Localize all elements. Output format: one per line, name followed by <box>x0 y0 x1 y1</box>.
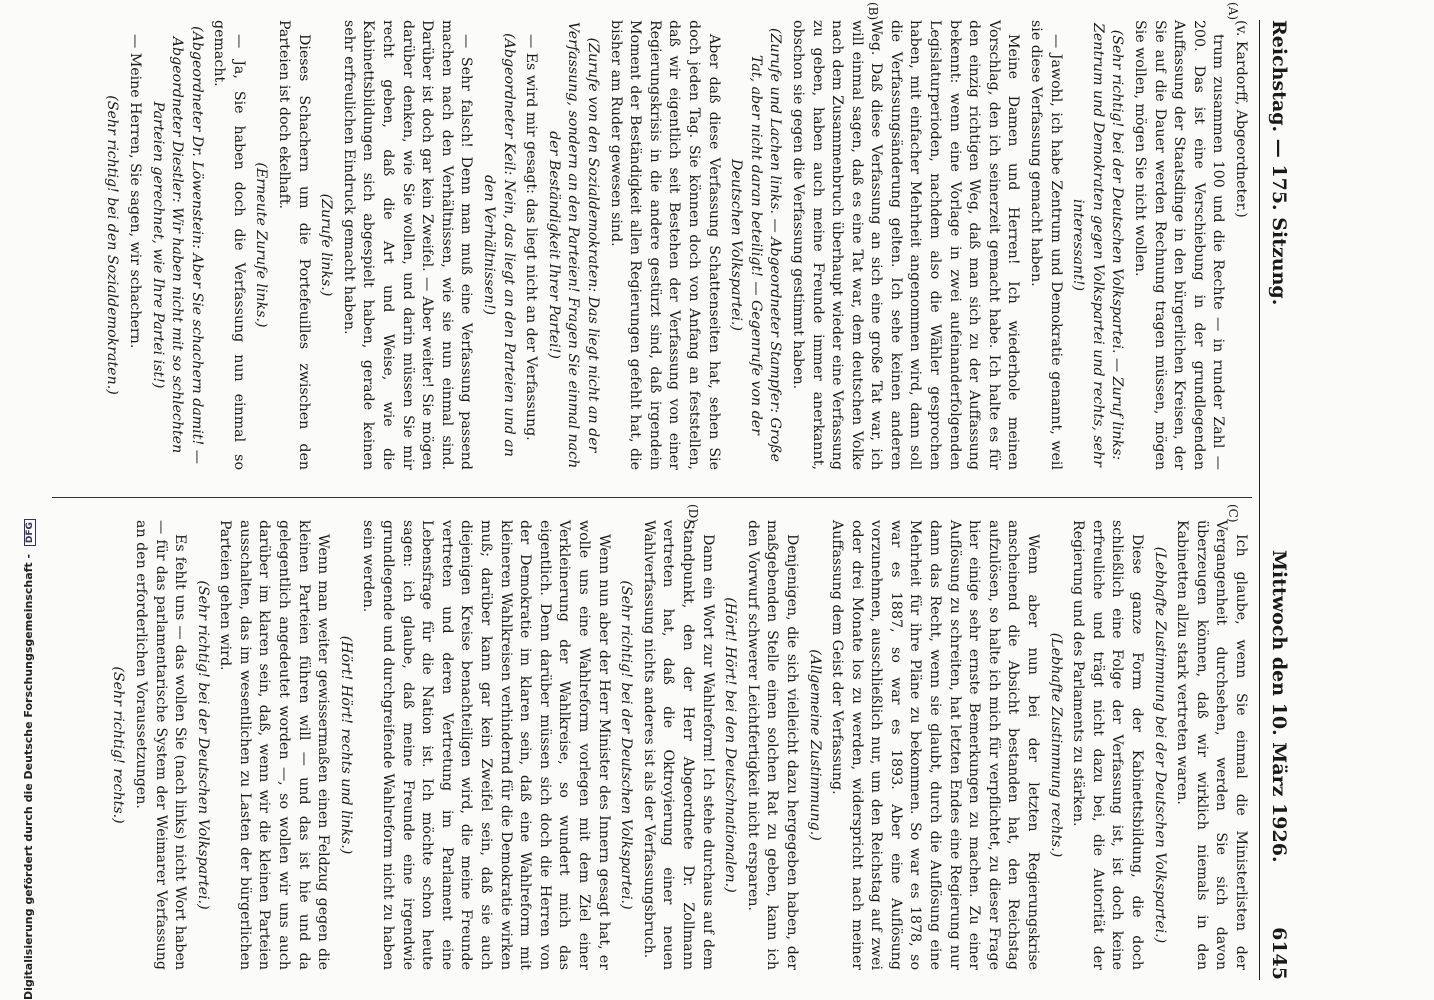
paragraph: Wenn nun aber der Herr Minister des Innern gesagt hat, er wolle uns eine Wahlreform vorlegen mit dem Ziel einer Verkleinerung der Wahlkreise, so wundert mich das eigentlich. Denn darüber müssen sich doch die Herren von der Demokratie im klaren sein, daß eine Wahlreform mit kleineren Wahlkreisen verhindernd für die Demokratie wirken muß; darüber kann gar kein Zweifel sein, daß sie auch diejenigen Kreise benachteiligen wird, die meine Freunde vertreten und deren Vertretung im Parlament eine Lebensfrage für die Nation ist. Ich möchte schon heute sagen: ich glaube, daß meine Freunde eine irgendwie grundlegende und durchgreifende Wahlreform nicht zu haben sein werden. <box>360 520 612 970</box>
interjection: (Abgeordneter Dr. Löwenstein: Aber Sie schachern damit! — Abgeordneter Diestler: Wir haben nicht mit so schlechten Parteien gerechnet, wie Ihre Partei ist!) <box>149 26 205 464</box>
left-text-column <box>99 20 1250 470</box>
interjection: (Sehr richtig! bei der Deutschen Volkspartei. — Zuruf links: Zentrum und Demokraten gegen Volkspartei und rechts, sehr interessant!) <box>1070 23 1126 467</box>
footer-credit <box>22 0 52 1000</box>
margin-letter: (D) <box>686 504 700 523</box>
page-header <box>1259 20 1300 980</box>
right-text-column <box>105 520 1250 970</box>
interjection: (Hört! Hört! rechts und links.) <box>337 635 354 855</box>
paragraph: Meine Damen und Herren! Ich wiederhole meinen Vorschlag, den ich seinerzeit gemacht habe. Ich halte es für den einzig richtigen Weg, daß man sich zu der Auffassung bekennt: wenn eine Vorlage in zwei aufeinanderfolgenden Legislaturperioden, nachdem also die Wähler gesprochen haben, mit einfacher Mehrheit angenommen wird, dann soll die Verfassungsänderung gelten. Ich sehe keinen anderen Weg. Daß diese Verfassung an sich eine große Tat war, ich will einmal sagen, daß es eine Tat war, dem deutschen Volke nach dem Zusammenbruch überhaupt wieder eine Verfassung zu geben, haben auch meine Freunde immer anerkannt, obschon sie gegen die Verfassung gestimmt haben. <box>789 20 1022 470</box>
interjection: (Sehr richtig! bei der Deutschen Volkspartei.) <box>194 580 211 910</box>
margin-letter: (B) <box>866 2 880 21</box>
paragraph: Dieses Schachern um die Portefeuilles zwischen den Parteien ist doch ekelhaft. <box>276 20 312 470</box>
margin-letter: (C) <box>1226 504 1240 523</box>
margin-letter: (A) <box>1226 2 1240 21</box>
column-divider <box>52 497 1252 498</box>
paragraph: Denjenigen, die sich vielleicht dazu hergegeben haben, der maßgebenden Stelle einen solchen Rat zu geben, kann ich den Vorwurf schwerer Leichtfertigkeit nicht ersparen. <box>744 520 800 970</box>
footer-text: Digitalisierung gefördert durch die Deutsche Forschungsgemeinschaft - <box>22 553 35 1000</box>
paragraph: Aber daß diese Verfassung Schattenseiten hat, sehen Sie doch jeden Tag. Sie können doch von Anfang an feststellen, daß wir eigentlich seit Bestehen der Verfassung von einer Regierungskrisis in die andere gestürzt sind, daß irgendein Moment der Beständigkeit allen Regierungen gefehlt hat, die bisher am Ruder gewesen sind. <box>607 20 722 470</box>
interjection: (Allgemeine Zustimmung.) <box>806 649 823 841</box>
interjection: (Sehr richtig! bei den Sozialdemokraten.) <box>104 95 121 395</box>
paragraph: — Sehr falsch! Denn man muß eine Verfassung passend machen nach den Verhältnissen, wie sie nun einmal sind. Darüber ist doch gar kein Zweifel. — Aber weiter! Sie mögen darüber denken, wie Sie wollen, und darin müssen Sie mir recht geben, daß die Art und Weise, wie die Kabinettsbildungen sich abgespielt haben, gerade keinen sehr erfreulichen Eindruck gemacht haben. <box>340 20 475 470</box>
interjection: (Zurufe und Lachen links. — Abgeordneter Stampfer: Große Tat, aber nicht daran beteiligt! — Gegenrufe von der Deutschen Volkspartei.) <box>728 27 784 463</box>
interjection: (Zurufe links.) <box>318 193 335 297</box>
header-left: Reichstag. — 175. Sitzung. <box>1268 20 1290 306</box>
paragraph: Es fehlt uns — das wollen Sie (nach links) nicht Wort haben — für das parlamentarische System der Weimarer Verfassung an den erforderlichen Voraussetzungen. <box>132 520 189 970</box>
interjection: (Sehr richtig! bei der Deutschen Volkspartei.) <box>618 580 635 910</box>
interjection: (Abgeordneter Keil: Nein, das liegt an den Parteien und an den Verhältnissen!) <box>481 33 517 457</box>
paragraph: trum zusammen 100 und die Rechte — in runder Zahl — 200. Das ist eine Verschiebung in der grundlegenden Auffassung der Staatsdinge in den bürgerlichen Kreisen, der Sie auf die Dauer werden Rechnung tragen müssen, mögen Sie wollen, mögen Sie nicht wollen. <box>1132 20 1227 470</box>
paragraph: Ich glaube, wenn Sie einmal die Ministerlisten der Vergangenheit durchsehen, werden Sie sich davon überzeugen können, daß wir wirklich niemals in den Kabinetten allzu stark vertreten waren. <box>1174 520 1249 970</box>
interjection: (Hört! Hört! bei den Deutschnationalen.) <box>722 597 739 893</box>
speaker-line: (v. Kardorff, Abgeordneter.) <box>1233 20 1249 218</box>
paragraph: — Jawohl, ich habe Zentrum und Demokratie genannt, weil sie diese Verfassung gemacht haben. <box>1028 20 1064 470</box>
interjection: (Zurufe von den Sozialdemokraten: Das liegt nicht an der Verfassung, sondern an den Parteien! Fragen Sie einmal nach der Beständigkeit Ihrer Partei!) <box>545 21 601 469</box>
interjection: (Lebhafte Zustimmung rechts.) <box>1047 632 1064 858</box>
paragraph: Wenn man weiter gewissermaßen einen Feldzug gegen die kleinen Parteien führen will — und das ist hie und da gelegentlich angedeutet worden —, so wollen wir uns auch darüber im klaren sein, daß, wenn wir die kleinen Parteien ausschalten, das im wesentlichen zu Lasten der bürgerlichen Parteien gehen wird. <box>217 520 332 970</box>
dfg-logo: DFG <box>24 519 36 546</box>
paragraph: Wenn aber nun bei der letzten Regierungskrise anscheinend die Absicht bestanden hat, den Reichstag aufzulösen, so halte ich mich für verpflichtet, zu dieser Frage hier einige sehr ernste Bemerkungen zu machen. Zu einer Auflösung zu schreiten, hat letzten Endes eine Regierung nur dann das Recht, wenn sie glaubt, durch die Auflösung eine Mehrheit für ihre Pläne zu bekommen. So war es 1878, so war es 1887, so war es 1893. Aber eine Auflösung vorzunehmen, ausschließlich nur, um den Reichstag auf zwei oder drei Monate los zu werden, widerspricht nach meiner Auffassung dem Geist der Verfassung. <box>829 520 1042 970</box>
header-date: Mittwoch den 10. März 1926. <box>1268 550 1290 863</box>
paragraph: Diese ganze Form der Kabinettsbildung, die doch schließlich eine Folge der Verfassung ist, ist doch keine erfreuliche und trägt nicht dazu bei, die Autorität der Regierung und des Parlaments zu stärken. <box>1070 520 1146 970</box>
paragraph: — Ja, Sie haben doch die Verfassung nun einmal so gemacht. <box>211 20 247 470</box>
header-page-number: 6145 <box>1268 927 1290 980</box>
interjection: (Lebhafte Zustimmung bei der Deutschen Volkspartei.) <box>1151 546 1168 944</box>
paragraph: — Meine Herren, Sie sagen, wir schachern. <box>126 34 143 349</box>
interjection: (Sehr richtig! rechts.) <box>110 666 127 824</box>
interjection: (Erneute Zurufe links.) <box>253 162 270 328</box>
paragraph: Dann ein Wort zur Wahlreform! Ich stehe durchaus auf dem Standpunkt, den der Herr Abgeordnete Dr. Zollmann vertreten hat, daß die Oktroyierung einer neuen Wahlverfassung nichts anderes ist als der Verfassungsbruch. <box>640 520 716 970</box>
paragraph: — Es wird mir gesagt: das liegt nicht an der Verfassung. <box>523 34 540 441</box>
